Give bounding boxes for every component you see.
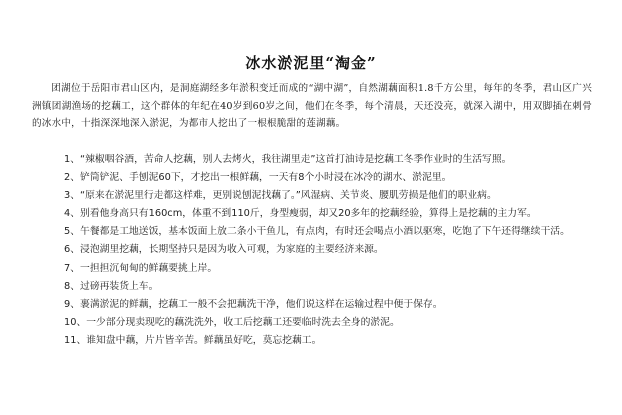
list-item: 3、“原来在淤泥里行走都这样难，更别说刨泥找藕了。”风湿病、关节炎、腰肌劳损是他们的职业病。 [64, 190, 497, 202]
list-item: 11、谁知盘中藕，片片皆辛苦。鲜藕虽好吃，莫忘挖藕工。 [64, 334, 322, 346]
list-item: 10、一少部分现卖现吃的藕洗洗外，收工后挖藕工还要临时洗去全身的淤泥。 [64, 316, 400, 328]
caption-list [64, 151, 609, 350]
list-item: 7、一担担沉甸甸的鲜藕要挑上岸。 [64, 262, 218, 274]
article-title: 冰水淤泥里“淘金” [245, 54, 377, 72]
list-item: 4、别看他身高只有160cm，体重不到110斤，身型瘦弱，却又20多年的挖藕经验，算得上是挖藕的主力军。 [64, 208, 537, 220]
list-item: 9、裹满淤泥的鲜藕，挖藕工一般不会把藕洗干净，他们说这样在运输过程中便于保存。 [64, 298, 443, 310]
list-item: 1、“辣椒咽谷酒，苦命人挖藕，别人去烤火，我往湖里走”这首打油诗是挖藕工冬季作业时的生活写照。 [64, 154, 512, 165]
intro-paragraph: 团湖位于岳阳市君山区内，是洞庭湖经多年淤积变迁而成的“湖中湖”，自然湖藕面积1.8千方公里，每年的冬季，君山区广兴洲镇团湖渔场的挖藕工，这个群体的年纪在40岁到60岁之间，他们在冬季，每个清晨，天还没亮，就深入湖中，用双脚插在刺骨的冰水中，十指深深地深入淤泥，为都市人挖出了一根根脆甜的莲湖藕。 [32, 83, 592, 129]
list-item: 2、铲筒铲泥、手刨泥60下，才挖出一根鲜藕，一天有8个小时浸在冰冷的湖水、淤泥里。 [64, 172, 452, 184]
list-item: 6、浸泡湖里挖藕，长期坚持只是因为收入可观，为家庭的主要经济来源。 [64, 244, 384, 256]
list-item: 5、午餐都是工地送饭，基本饭面上放二条小干鱼儿，有点肉，有时还会喝点小酒以驱寒，吃饱了下午还得继续干活。 [64, 226, 570, 238]
list-item: 8、过磅再装货上车。 [64, 280, 159, 292]
